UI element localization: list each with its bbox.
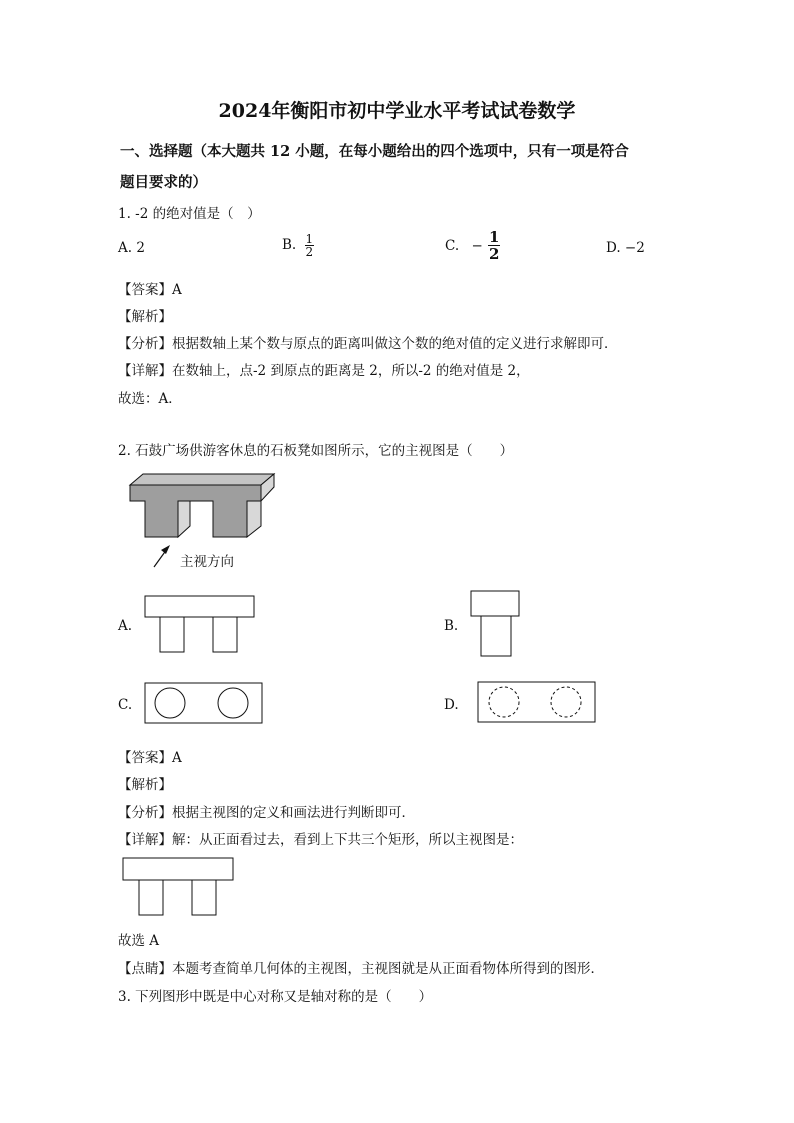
q1-option-d: D. −2 — [606, 240, 645, 256]
q1-option-c-fraction — [488, 229, 500, 262]
q1-option-c-denominator: 2 — [489, 245, 500, 263]
solution-right-leg — [192, 880, 216, 915]
q1-choice: 故选：A． — [118, 391, 182, 407]
q1-option-b — [282, 233, 314, 258]
q1-option-b-numerator: 1 — [305, 232, 314, 246]
q2-analysis: 【分析】根据主视图的定义和画法进行判断即可． — [118, 805, 415, 821]
bench-top-face — [130, 474, 274, 485]
q2-comment: 【点睛】本题考查简单几何体的主视图，主视图就是从正面看物体所得到的图形． — [118, 961, 604, 977]
q3-stem: 3. 下列图形中既是中心对称又是轴对称的是（ ） — [118, 989, 433, 1005]
q1-answer: 【答案】A — [118, 282, 182, 298]
q1-option-b-fraction — [305, 233, 315, 258]
q1-option-c — [445, 229, 500, 262]
q1-option-a: A. 2 — [118, 240, 145, 256]
q2-option-a-label: A. — [118, 618, 133, 634]
option-c-rect — [145, 683, 262, 723]
solution-top-rect — [123, 858, 233, 880]
q2-stem: 2. 石鼓广场供游客休息的石板凳如图所示，它的主视图是（ ） — [118, 443, 514, 459]
q1-analysis-heading: 【解析】 — [118, 309, 172, 325]
q1-option-b-denominator: 2 — [305, 245, 314, 259]
option-a-right-leg — [213, 617, 237, 652]
q1-detail: 【详解】在数轴上，点-2 到原点的距离是 2，所以-2 的绝对值是 2， — [118, 363, 530, 379]
option-c-left-circle — [155, 688, 185, 718]
option-d-rect — [478, 682, 595, 722]
bench-front-face — [130, 485, 261, 537]
option-a-left-leg — [160, 617, 184, 652]
option-a-top-rect — [145, 596, 254, 617]
q2-analysis-heading: 【解析】 — [118, 777, 172, 793]
q1-option-c-sign: − — [471, 237, 483, 254]
q2-solution-figure — [0, 0, 1, 1]
option-b-leg — [481, 616, 511, 656]
q2-option-b-label: B. — [444, 618, 459, 634]
option-b-top-rect — [471, 591, 519, 616]
page-title: 2024年衡阳市初中学业水平考试试卷数学 — [218, 100, 576, 122]
view-direction-label: 主视方向 — [180, 554, 234, 570]
section-heading-line1: 一、选择题（本大题共 12 小题，在每小题给出的四个选项中，只有一项是符合 — [120, 143, 629, 160]
q2-option-c-label: C. — [118, 697, 133, 713]
section-heading-line2: 题目要求的） — [120, 174, 207, 191]
option-d-left-dashed-circle — [489, 687, 519, 717]
q1-option-c-numerator: 1 — [489, 228, 500, 246]
option-c-right-circle — [218, 688, 248, 718]
q1-option-c-label: C. — [445, 237, 460, 254]
q2-option-d-label: D. — [444, 697, 459, 713]
q1-option-b-label: B. — [282, 237, 297, 253]
q1-analysis: 【分析】根据数轴上某个数与原点的距离叫做这个数的绝对值的定义进行求解即可． — [118, 336, 618, 352]
solution-left-leg — [139, 880, 163, 915]
view-direction-arrow — [154, 545, 170, 567]
q2-detail: 【详解】解：从正面看过去，看到上下共三个矩形，所以主视图是： — [118, 832, 523, 848]
option-d-right-dashed-circle — [551, 687, 581, 717]
q2-choice: 故选 A — [118, 933, 160, 949]
q2-answer: 【答案】A — [118, 750, 182, 766]
q1-stem: 1. -2 的绝对值是（ ） — [118, 206, 261, 222]
